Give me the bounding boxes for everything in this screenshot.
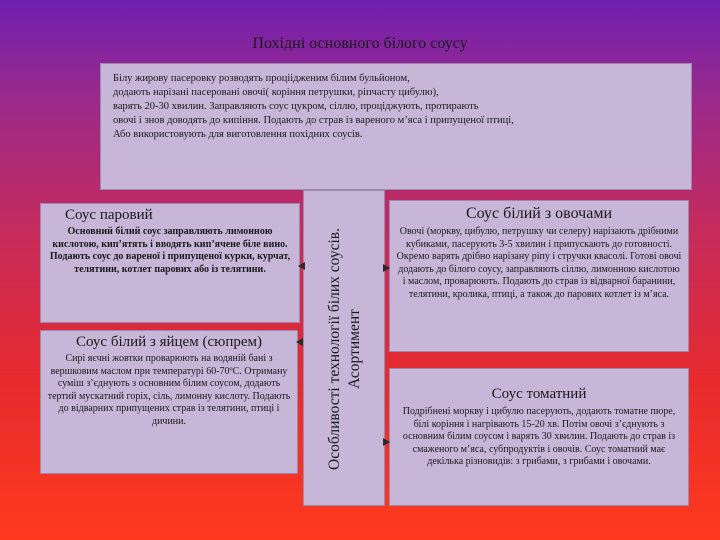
steam-sauce-box [40,203,300,323]
arrow-to-steam [298,262,305,270]
veg-sauce-title: Соус білий з овочами [465,205,613,222]
center-category-label [304,191,386,507]
veg-sauce-box [389,200,689,352]
steam-sauce-title: Соус паровий [65,207,153,223]
intro-text: Білу жирову пасеровку розводять проціідженим білим бульйоном, додають нарізані пасеровані овочі( коріння петрушки, ріпчасту цибулю), варять 20-30 хвилин. Заправляють соус цукром, сіллю, проціджують, протирають овочі і знов доводять до кипіння. Подають до страв із вареного м’яса і припущеної птиці, Або використовують для виготовлення похідних соусів. [113,73,514,140]
egg-sauce-box [40,330,298,474]
arrow-to-tomato [383,438,390,446]
center-line-1: Особливості технології білих соусів. [326,228,343,470]
center-category-box [303,190,385,506]
veg-sauce-text: Овочі (моркву, цибулю, петрушку чи селеру) нарізають дрібними кубиками, пасерують 3-5 хвилин і припускають до готовності. Окремо варять дрібно нарізану ріпу і стручки квасолі. Готові овочі додають до білого соусу, заправляють сіллю, лимонною кислотою і маслом, проварюють. Подають до страв із відварної баранини, телятини, кролика, птиці, а також до парових котлет із м’яса. [396,226,682,300]
slide-title: Похідні основного білого соусу [252,35,468,52]
center-line-2: Асортимент [346,309,363,389]
arrow-to-egg [296,338,303,346]
tomato-sauce-text: Подрібнені моркву і цибулю пасерують, додають томатне пюре, білі коріння і нагрівають 15-20 хв. Потім овочі з’єднують з основним білим соусом і варять 30 хвилин. Подають до страв із смаженого м’яса, субпродуктів і овочів. Соус томатний має декілька різновидів: з грибами, з грибами і овочами. [402,406,676,467]
egg-sauce-title: Соус білий з яйцем (сюпрем) [76,334,262,350]
arrow-to-veg [383,264,390,272]
intro-box [100,63,692,190]
steam-sauce-text: Основний білий соус заправляють лимонною кислотою, кип’ятять і вводять кип’ячене біле вино. Подають соус до вареної і припущеної курки, курчат, телятини, котлет парових або із телятини. [49,226,291,275]
tomato-sauce-title: Соус томатний [491,386,587,402]
tomato-sauce-box [389,368,689,506]
egg-sauce-text: Сирі яєчні жовтки проварюють на водяній бані з вершковим маслом при температурі 60-70ºС. Отриману суміш з’єднують з основним білим соусом, додають тертий мускатний горіх, сіль, лимонну кислоту. Подають до відварних припущених страв із телятини, птиці і дичини. [47,353,291,427]
